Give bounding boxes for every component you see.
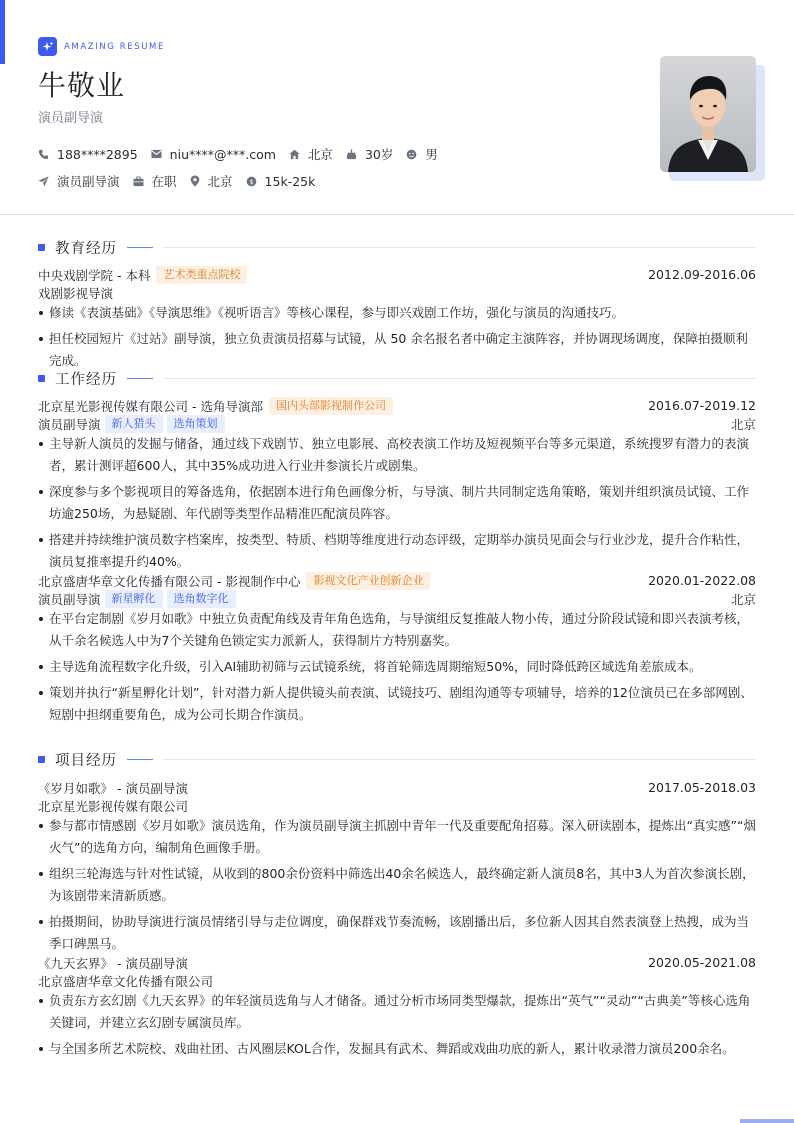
user-face-icon: [406, 149, 417, 160]
role-tag: 选角策划: [167, 415, 225, 433]
school-tag: 艺术类重点院校: [156, 266, 247, 284]
work-entry: [38, 396, 756, 573]
list-item: 修读《表演基础》《导演思维》《视听语言》等核心课程，参与即兴戏剧工作坊，强化与演员的沟通技巧。: [38, 302, 756, 324]
role-row: [38, 590, 756, 608]
send-icon: [38, 176, 49, 187]
education-entry: [38, 265, 756, 372]
section-marker: [38, 375, 45, 382]
list-item: 组织三轮海选与针对性试镜，从收到的800余份资料中筛选出40余名候选人，最终确定新人演员8名，其中3人为首次参演长剧，为该剧带来清新质感。: [38, 863, 756, 907]
salary-item: [246, 174, 316, 189]
money-icon: [246, 176, 257, 187]
project-name: 《九天玄界》 - 演员副导演: [38, 955, 188, 971]
entry-header: [38, 396, 756, 415]
list-item: 主导新人演员的发掘与储备，通过线下戏剧节、独立电影展、高校表演工作坊及短视频平台等多元渠道，系统搜罗有潜力的表演者，累计测评超600人，其中35%成功进入行业并参演长片或剧集。: [38, 433, 756, 477]
section-header: [38, 236, 756, 258]
list-item: 参与都市情感剧《岁月如歌》演员选角，作为演员副导演主抓剧中青年一代及重要配角招募。深入研读剧本，提炼出“真实感”“烟火气”的选角方向，编制角色画像手册。: [38, 815, 756, 859]
major-row: [38, 284, 756, 302]
list-item: 策划并执行“新星孵化计划”，针对潜力新人提供镜头前表演、试镜技巧、剧组沟通等专项辅导，培养的12位演员已在多部网剧、短剧中担纲重要角色，成为公司长期合作演员。: [38, 682, 756, 726]
email-text: niu****@***.com: [169, 146, 276, 162]
role-row: [38, 415, 756, 433]
education-section: [38, 236, 756, 376]
avatar: [660, 56, 756, 172]
mail-icon: [151, 149, 162, 159]
candidate-name: 牛敬业: [38, 69, 126, 102]
brand-text: AMAZING RESUME: [64, 41, 165, 52]
section-divider: [163, 759, 756, 760]
gender-item: [406, 145, 438, 163]
cake-icon: [346, 149, 357, 160]
role-tag: 选角数字化: [167, 590, 236, 608]
sparkle-icon: [38, 37, 57, 56]
section-divider: [163, 378, 756, 379]
section-header: [38, 367, 756, 389]
contact-row: [38, 145, 451, 163]
bullet-list: [38, 608, 756, 726]
list-item: 负责东方玄幻剧《九天玄界》的年轻演员选角与人才储备。通过分析市场同类型爆款，提炼出“英气”“灵动”“古典美”等核心选角关键词，并建立玄幻剧专属演员库。: [38, 990, 756, 1034]
list-item: 深度参与多个影视项目的筹备选角，依据剧本进行角色画像分析，与导演、制片共同制定选角策略，策划并组织演员试镜、工作坊逾250场，为悬疑剧、年代剧等类型作品精准匹配演员阵容。: [38, 481, 756, 525]
target-city-text: 北京: [207, 174, 233, 189]
company-name: 北京星光影视传媒有限公司 - 选角导演部: [38, 398, 263, 414]
entry-date: 2012.09-2016.06: [648, 267, 756, 282]
target-job-item: [38, 172, 120, 190]
entry-header: [38, 265, 756, 284]
company-tag: 影视文化产业创新企业: [306, 572, 430, 590]
entry-date: 2020.05-2021.08: [648, 955, 756, 970]
project-entry: [38, 953, 756, 1060]
phone-text: 188****2895: [57, 146, 138, 162]
location-pin-icon: [190, 175, 200, 187]
project-org: 北京盛唐华章文化传播有限公司: [38, 974, 214, 989]
section-header: [38, 748, 756, 770]
bullet-list: [38, 433, 756, 573]
project-org: 北京星光影视传媒有限公司: [38, 799, 189, 814]
bullet-list: [38, 990, 756, 1060]
resume-header: [0, 0, 794, 215]
section-divider: [163, 247, 756, 248]
phone-item: [38, 147, 138, 162]
work-location: 北京: [730, 592, 756, 607]
entry-header: [38, 778, 756, 797]
entry-date: 2017.05-2018.03: [648, 780, 756, 795]
list-item: 主导选角流程数字化升级，引入AI辅助初筛与云试镜系统，将首轮筛选周期缩短50%，同时降低跨区域选角差旅成本。: [38, 656, 756, 678]
project-section: [38, 748, 756, 1064]
section-title: 项目经历: [55, 752, 117, 769]
section-underline: [127, 378, 153, 379]
entry-date: 2020.01-2022.08: [648, 573, 756, 588]
phone-icon: [38, 149, 49, 160]
org-row: [38, 972, 756, 990]
city-item: [289, 145, 333, 163]
role-tag: 新星孵化: [105, 590, 163, 608]
work-location: 北京: [730, 417, 756, 432]
section-title: 工作经历: [55, 371, 117, 388]
role-tag: 新人猎头: [105, 415, 163, 433]
bullet-list: [38, 815, 756, 955]
svg-text:$: $: [249, 177, 254, 186]
company-tag: 国内头部影视制作公司: [269, 397, 393, 415]
role-name: 演员副导演: [38, 417, 101, 432]
company-name: 北京盛唐华章文化传播有限公司 - 影视制作中心: [38, 573, 301, 589]
section-marker: [38, 756, 45, 763]
list-item: 拍摄期间，协助导演进行演员情绪引导与走位调度，确保群戏节奏流畅，该剧播出后，多位新人因其自然表演登上热搜，成为当季口碑黑马。: [38, 911, 756, 955]
list-item: 搭建并持续维护演员数字档案库，按类型、特质、档期等维度进行动态评级，定期举办演员见面会与行业沙龙，提升合作粘性，演员复推率提升约40%。: [38, 529, 756, 573]
project-entry: [38, 778, 756, 955]
entry-header: [38, 953, 756, 972]
target-city-item: [190, 172, 233, 190]
age-item: [346, 145, 393, 163]
entry-date: 2016.07-2019.12: [648, 398, 756, 413]
list-item: 在平台定制剧《岁月如歌》中独立负责配角线及青年角色选角，与导演组反复推敲人物小传，通过分阶段试镜和即兴表演考核，从千余名候选人中为7个关键角色锁定实力派新人，获得制片方特别嘉奖。: [38, 608, 756, 652]
section-underline: [127, 759, 153, 760]
entry-header: [38, 571, 756, 590]
org-row: [38, 797, 756, 815]
gender-text: 男: [425, 147, 438, 162]
salary-text: 15k-25k: [264, 173, 316, 189]
job-intent-row: [38, 172, 328, 190]
briefcase-icon: [133, 176, 144, 187]
section-title: 教育经历: [55, 240, 117, 257]
list-item: 担任校园短片《过站》副导演，独立负责演员招募与试镜，从 50 余名报名者中确定主演阵容，并协调现场调度，保障拍摄顺利完成。: [38, 328, 756, 372]
school-name: 中央戏剧学院 - 本科: [38, 267, 151, 283]
target-job-text: 演员副导演: [57, 174, 120, 189]
home-icon: [289, 149, 300, 160]
city-text: 北京: [307, 147, 333, 162]
section-underline: [127, 247, 153, 248]
status-item: [133, 172, 177, 190]
role-name: 演员副导演: [38, 592, 101, 607]
major-name: 戏剧影视导演: [38, 286, 114, 301]
status-text: 在职: [151, 174, 177, 189]
candidate-title: 演员副导演: [38, 111, 104, 126]
work-section: [38, 367, 756, 730]
bullet-list: [38, 302, 756, 372]
project-name: 《岁月如歌》 - 演员副导演: [38, 780, 188, 796]
work-entry: [38, 571, 756, 726]
bottom-accent-bar: [740, 1119, 794, 1123]
email-item: [151, 147, 276, 162]
list-item: 与全国多所艺术院校、戏曲社团、古风圈层KOL合作，发掘具有武术、舞蹈或戏曲功底的新人，累计收录潜力演员200余名。: [38, 1038, 756, 1060]
section-marker: [38, 244, 45, 251]
age-text: 30岁: [364, 147, 394, 162]
brand: [38, 37, 165, 56]
profile-photo: [660, 56, 765, 181]
